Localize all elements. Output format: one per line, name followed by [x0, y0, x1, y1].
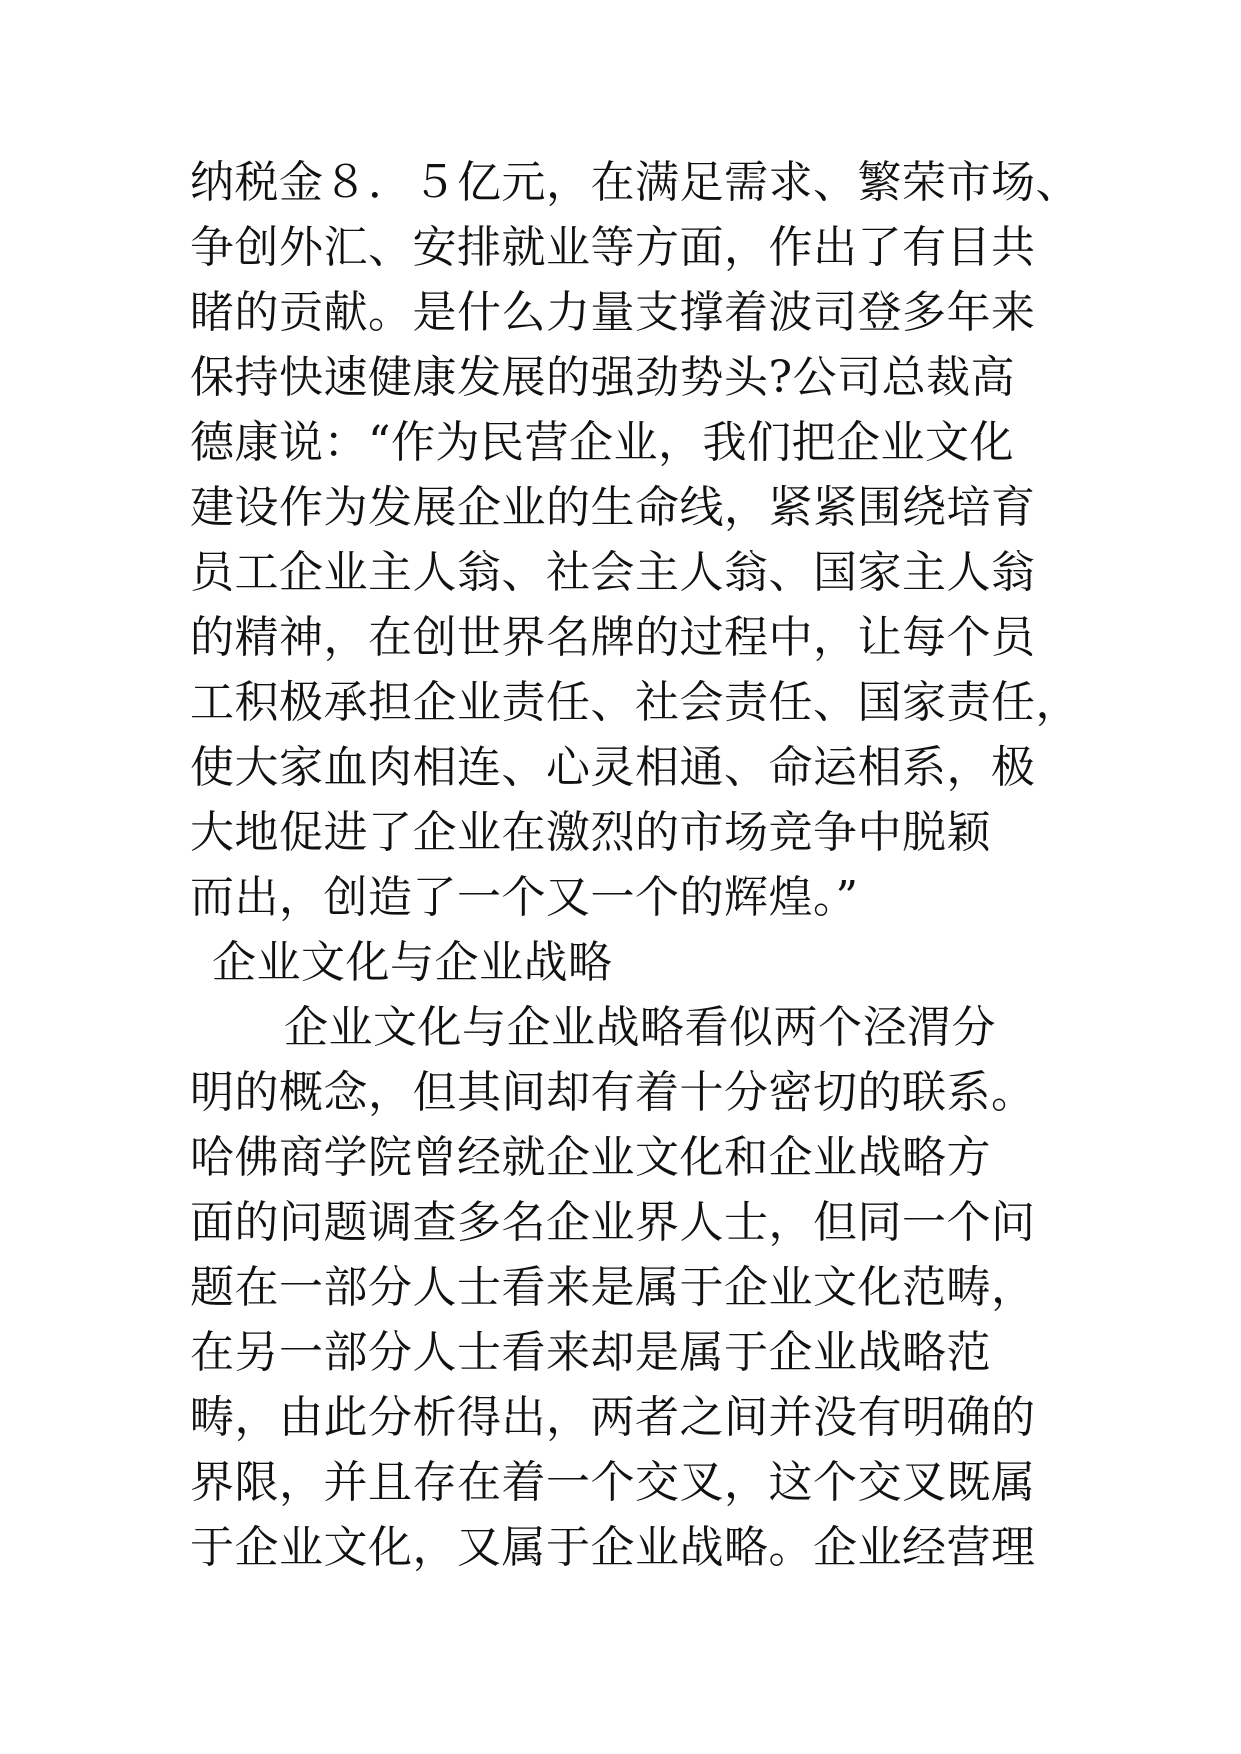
paragraph-line: 于企业文化，又属于企业战略。企业经营理: [190, 1522, 1036, 1573]
paragraph-line: 使大家血肉相连、心灵相通、命运相系，极: [190, 742, 1036, 793]
paragraph-line: 保持快速健康发展的强劲势头?公司总裁高: [190, 352, 1016, 403]
paragraph-line: 大地促进了企业在激烈的市场竞争中脱颖: [190, 807, 991, 858]
paragraph-line: 明的概念，但其间却有着十分密切的联系。: [190, 1067, 1036, 1118]
paragraph-line: 纳税金８．５亿元，在满足需求、繁荣市场、: [190, 157, 1080, 208]
paragraph-line: 争创外汇、安排就业等方面，作出了有目共: [190, 222, 1036, 273]
section-heading: 企业文化与企业战略: [212, 937, 613, 988]
paragraph-line: 畴，由此分析得出，两者之间并没有明确的: [190, 1392, 1036, 1443]
paragraph-line: 面的问题调查多名企业界人士，但同一个问: [190, 1197, 1036, 1248]
paragraph-line: 的精神，在创世界名牌的过程中，让每个员: [190, 612, 1036, 663]
paragraph-line: 在另一部分人士看来却是属于企业战略范: [190, 1327, 991, 1378]
paragraph-line: 睹的贡献。是什么力量支撑着波司登多年来: [190, 287, 1036, 338]
paragraph-line: 哈佛商学院曾经就企业文化和企业战略方: [190, 1132, 991, 1183]
paragraph-line: 企业文化与企业战略看似两个泾渭分: [284, 1002, 996, 1053]
paragraph-line: 题在一部分人士看来是属于企业文化范畴，: [190, 1262, 1036, 1313]
paragraph-line: 建设作为发展企业的生命线，紧紧围绕培育: [190, 482, 1036, 533]
paragraph-line: 而出，创造了一个又一个的辉煌。”: [190, 872, 859, 923]
paragraph-line: 员工企业主人翁、社会主人翁、国家主人翁: [190, 547, 1036, 598]
paragraph-line: 界限，并且存在着一个交叉，这个交叉既属: [190, 1457, 1036, 1508]
paragraph-line: 德康说：“作为民营企业，我们把企业文化: [190, 417, 1014, 468]
paragraph-line: 工积极承担企业责任、社会责任、国家责任，: [190, 677, 1080, 728]
